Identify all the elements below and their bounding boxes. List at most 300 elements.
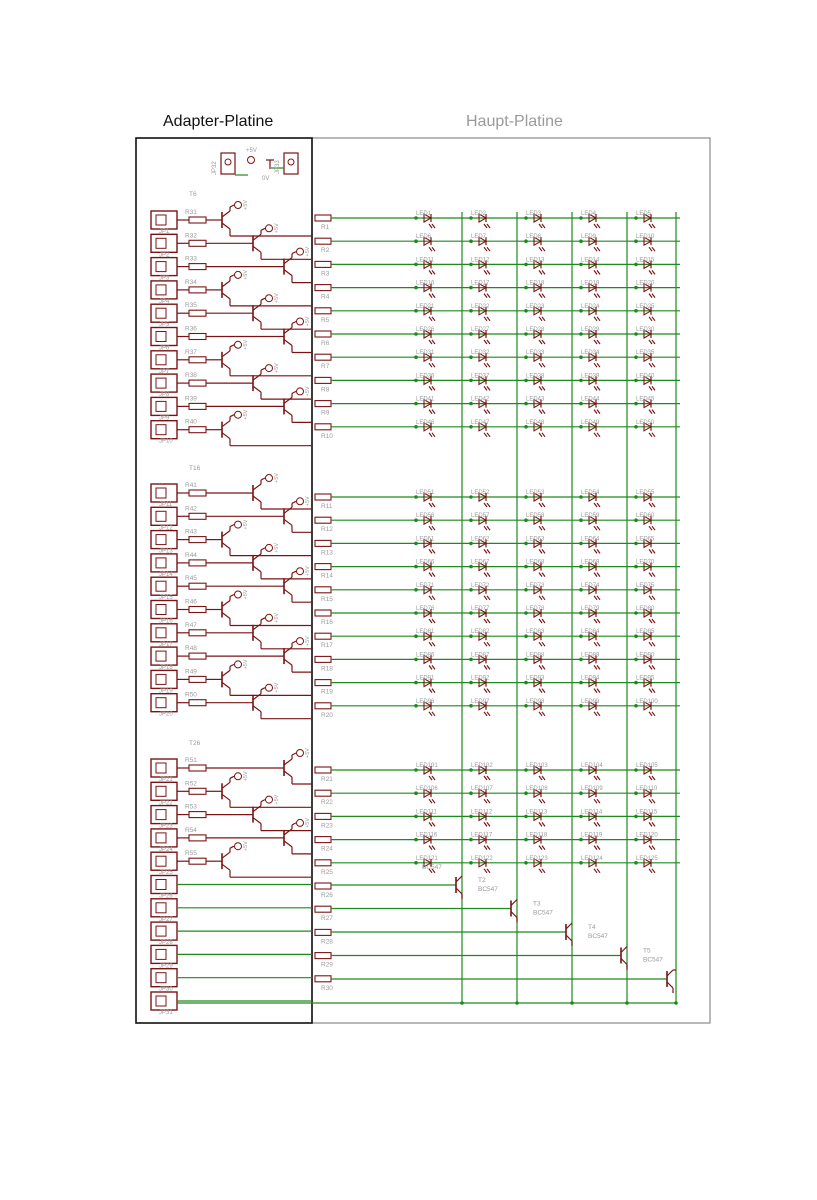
led-arrow — [484, 665, 487, 669]
led-label: LED91 — [416, 675, 435, 682]
led-arrow — [429, 270, 432, 274]
resistor-r38 — [189, 380, 206, 386]
resistor-label: R54 — [185, 826, 197, 834]
wire — [230, 205, 234, 207]
supply-pin-icon — [235, 411, 242, 418]
led-arrow — [484, 619, 487, 623]
led-label: LED27 — [471, 327, 490, 333]
led-label: LED42 — [471, 396, 490, 403]
resistor-label: R50 — [185, 691, 197, 699]
resistor-label: R26 — [321, 892, 333, 899]
resistor-label: R47 — [185, 621, 197, 629]
led-label: LED55 — [636, 490, 655, 496]
led-arrow — [542, 596, 545, 600]
wire — [292, 823, 296, 825]
pin-icon — [156, 786, 166, 796]
led-arrow — [539, 846, 542, 850]
resistor-label: R16 — [321, 619, 333, 626]
led-label: LED109 — [581, 786, 603, 793]
resistor-r53 — [189, 812, 206, 818]
led-arrow — [542, 410, 545, 414]
connector-label: JP14 — [159, 571, 173, 578]
led-label: LED36 — [416, 373, 435, 380]
junction-dot — [625, 1001, 629, 1005]
led-arrow — [652, 712, 655, 716]
resistor-label: R12 — [321, 526, 333, 534]
led-label: LED76 — [416, 606, 435, 612]
led-arrow — [649, 410, 652, 414]
led-arrow — [484, 433, 487, 437]
plus5v-label: +5V — [274, 542, 280, 553]
resistor-r24 — [315, 837, 331, 843]
led-arrow — [542, 689, 545, 693]
led-label: LED99 — [581, 698, 600, 705]
led-label: LED100 — [636, 698, 658, 705]
resistor-label: R17 — [321, 642, 333, 650]
led-arrow — [432, 503, 435, 507]
led-label: LED69 — [581, 559, 600, 566]
wire — [230, 345, 234, 347]
pin-icon — [156, 903, 166, 913]
led-arrow — [484, 596, 487, 600]
led-arrow — [429, 503, 432, 507]
led-arrow — [487, 822, 490, 826]
led-arrow — [652, 776, 655, 780]
wire — [230, 846, 234, 848]
resistor-r12 — [315, 517, 331, 523]
led-label: LED33 — [526, 350, 545, 357]
led-arrow — [542, 822, 545, 826]
led-arrow — [432, 596, 435, 600]
supply-pin-icon — [266, 684, 273, 691]
wire — [292, 571, 296, 573]
led-label: LED59 — [581, 513, 600, 520]
transistor-lead — [284, 340, 292, 346]
pin-icon — [156, 425, 166, 435]
main-board-title: Haupt-Platine — [466, 113, 563, 130]
resistor-r20 — [315, 703, 331, 709]
led-arrow — [652, 799, 655, 803]
pin-icon — [225, 159, 231, 165]
resistor-r16 — [315, 610, 331, 616]
resistor-r3 — [315, 261, 331, 267]
led-arrow — [542, 503, 545, 507]
supply-pin-icon — [266, 475, 273, 482]
led-arrow — [542, 433, 545, 437]
led-arrow — [487, 712, 490, 716]
led-arrow — [649, 526, 652, 530]
led-arrow — [432, 549, 435, 553]
led-label: LED10 — [636, 234, 655, 241]
connector-label: JP8 — [159, 392, 170, 399]
connector-jp30 — [151, 969, 177, 987]
led-arrow — [539, 869, 542, 873]
led-label: LED60 — [636, 513, 655, 520]
led-arrow — [429, 665, 432, 669]
led-arrow — [429, 596, 432, 600]
plus5v-label: +5V — [243, 200, 249, 210]
led-arrow — [649, 386, 652, 390]
led-arrow — [484, 822, 487, 826]
driver-group-label: T26 — [189, 740, 201, 747]
led-label: LED93 — [526, 675, 545, 682]
led-arrow — [429, 846, 432, 850]
led-arrow — [652, 665, 655, 669]
led-label: LED123 — [526, 855, 548, 862]
led-label: LED89 — [581, 652, 600, 659]
supply-pin-icon — [297, 638, 304, 645]
pin-icon — [156, 833, 166, 843]
led-label: LED108 — [526, 786, 548, 793]
supply-pin-icon — [266, 796, 273, 803]
resistor-r50 — [189, 700, 206, 706]
transistor-lead — [253, 386, 261, 392]
resistor-label: R39 — [185, 395, 197, 403]
pin-icon — [156, 332, 166, 342]
led-arrow — [652, 247, 655, 251]
led-arrow — [539, 642, 542, 646]
led-label: LED104 — [581, 763, 603, 769]
resistor-label: R45 — [185, 575, 197, 583]
led-label: LED63 — [526, 536, 545, 543]
led-label: LED58 — [526, 513, 545, 520]
led-label: LED101 — [416, 763, 438, 769]
led-arrow — [484, 386, 487, 390]
led-label: LED73 — [526, 582, 545, 589]
led-label: LED79 — [581, 606, 600, 612]
led-label: LED7 — [471, 234, 487, 241]
led-arrow — [594, 247, 597, 251]
transistor-lead — [621, 959, 627, 965]
resistor-r36 — [189, 334, 206, 340]
wire — [292, 753, 296, 755]
led-arrow — [429, 340, 432, 344]
resistor-r47 — [189, 630, 206, 636]
transistor-lead — [253, 316, 261, 322]
led-arrow — [597, 247, 600, 251]
led-label: LED94 — [581, 675, 600, 682]
pin-icon — [156, 880, 166, 890]
led-arrow — [652, 386, 655, 390]
resistor-r49 — [189, 676, 206, 682]
power-connector-jp33 — [284, 153, 298, 174]
wire — [230, 595, 234, 597]
led-arrow — [429, 689, 432, 693]
led-label: LED117 — [471, 832, 493, 839]
supply-pin-icon — [297, 248, 304, 255]
led-label: LED102 — [471, 763, 493, 769]
plus5v-label: +5V — [243, 841, 249, 852]
resistor-r54 — [189, 835, 206, 841]
led-arrow — [432, 224, 435, 228]
led-arrow — [649, 294, 652, 298]
transistor-lead — [222, 543, 230, 549]
led-label: LED71 — [416, 582, 435, 589]
pin-icon — [156, 285, 166, 295]
led-arrow — [649, 869, 652, 873]
led-label: LED70 — [636, 559, 655, 566]
led-arrow — [429, 573, 432, 577]
led-arrow — [539, 619, 542, 623]
resistor-r30 — [315, 976, 331, 982]
pin-icon — [156, 763, 166, 773]
connector-jp7 — [151, 351, 177, 369]
led-label: LED74 — [581, 582, 600, 589]
pin-icon — [156, 605, 166, 615]
led-arrow — [432, 619, 435, 623]
resistor-r51 — [189, 765, 206, 771]
led-label: LED88 — [526, 652, 545, 659]
led-arrow — [597, 619, 600, 623]
supply-pin-icon — [235, 521, 242, 528]
transistor-lead — [253, 234, 261, 240]
led-arrow — [487, 363, 490, 367]
led-arrow — [597, 712, 600, 716]
led-arrow — [594, 799, 597, 803]
led-arrow — [539, 822, 542, 826]
led-arrow — [539, 776, 542, 780]
led-arrow — [432, 573, 435, 577]
led-arrow — [594, 363, 597, 367]
led-label: LED80 — [636, 606, 655, 612]
resistor-r17 — [315, 633, 331, 639]
led-arrow — [649, 596, 652, 600]
led-arrow — [652, 410, 655, 414]
wire — [292, 641, 296, 643]
led-arrow — [594, 642, 597, 646]
led-label: LED47 — [471, 419, 490, 426]
led-label: LED72 — [471, 582, 490, 589]
led-label: LED103 — [526, 763, 548, 769]
transistor-lead — [253, 566, 261, 572]
pin-icon — [156, 674, 166, 684]
led-arrow — [484, 503, 487, 507]
led-label: LED77 — [471, 606, 490, 612]
led-arrow — [432, 363, 435, 367]
led-label: LED46 — [416, 419, 435, 426]
led-arrow — [594, 270, 597, 274]
led-arrow — [652, 526, 655, 530]
plus5v-label: +5V — [243, 339, 249, 350]
transistor-lead — [222, 613, 230, 619]
led-arrow — [429, 363, 432, 367]
led-arrow — [594, 665, 597, 669]
connector-label: JP24 — [159, 846, 173, 853]
led-arrow — [597, 294, 600, 298]
led-arrow — [429, 247, 432, 251]
connector-label: JP7 — [159, 368, 170, 375]
led-arrow — [484, 317, 487, 321]
led-arrow — [484, 712, 487, 716]
resistor-label: R1 — [321, 224, 330, 231]
transistor-lead — [222, 293, 230, 299]
led-arrow — [594, 822, 597, 826]
connector-label: JP12 — [159, 525, 173, 532]
resistor-label: R5 — [321, 316, 330, 324]
supply-pin-icon — [266, 365, 273, 372]
transistor-lead — [253, 554, 261, 560]
transistor-lead — [566, 923, 572, 929]
wire — [230, 275, 234, 277]
led-label: LED86 — [416, 652, 435, 659]
connector-label: JP4 — [159, 298, 170, 305]
connector-label: JP2 — [159, 252, 170, 259]
led-label: LED87 — [471, 652, 490, 659]
transistor-lead — [456, 888, 462, 894]
connector-jp2 — [151, 234, 177, 252]
led-label: LED44 — [581, 396, 600, 403]
resistor-label: R30 — [321, 984, 333, 992]
led-arrow — [594, 712, 597, 716]
led-label: LED122 — [471, 855, 493, 862]
led-arrow — [484, 549, 487, 553]
resistor-label: R3 — [321, 270, 330, 278]
led-arrow — [484, 642, 487, 646]
led-arrow — [542, 869, 545, 873]
resistor-label: R14 — [321, 572, 333, 580]
transistor-lead — [222, 351, 230, 357]
transistor-lead — [284, 519, 292, 525]
connector-label: JP29 — [159, 963, 173, 970]
connector-label: JP1 — [159, 229, 170, 235]
transistor-lead — [222, 864, 230, 870]
transistor-type-label: BC547 — [478, 886, 498, 893]
led-arrow — [539, 270, 542, 274]
connector-jp24 — [151, 829, 177, 847]
transistor-lead — [667, 970, 673, 976]
connector-label: JP28 — [159, 940, 173, 947]
wire — [292, 252, 296, 254]
led-arrow — [649, 665, 652, 669]
transistor-lead — [222, 852, 230, 858]
led-arrow — [429, 712, 432, 716]
led-arrow — [542, 340, 545, 344]
led-label: LED75 — [636, 582, 655, 589]
resistor-r22 — [315, 790, 331, 796]
led-arrow — [597, 846, 600, 850]
wire — [292, 501, 296, 503]
led-arrow — [594, 224, 597, 228]
transistor-lead — [253, 706, 261, 712]
led-arrow — [597, 822, 600, 826]
led-arrow — [649, 712, 652, 716]
wire — [261, 228, 265, 230]
driver-group-label: T16 — [189, 465, 201, 472]
junction-dot — [515, 1001, 519, 1005]
resistor-r52 — [189, 788, 206, 794]
resistor-r41 — [189, 490, 206, 496]
resistor-label: R52 — [185, 780, 197, 788]
led-label: LED41 — [416, 396, 435, 403]
led-arrow — [487, 247, 490, 251]
led-label: LED45 — [636, 396, 655, 403]
led-arrow — [649, 270, 652, 274]
jp32-label: JP32 — [212, 161, 218, 175]
transistor-type-label: BC547 — [588, 933, 608, 940]
resistor-r44 — [189, 560, 206, 566]
led-label: LED115 — [636, 809, 658, 816]
connector-jp15 — [151, 577, 177, 595]
transistor-lead — [284, 647, 292, 653]
transistor-lead — [511, 900, 517, 906]
led-arrow — [539, 549, 542, 553]
adapter-board-title: Adapter-Platine — [163, 113, 274, 130]
resistor-label: R24 — [321, 845, 333, 853]
connector-label: JP19 — [159, 688, 173, 695]
led-arrow — [594, 317, 597, 321]
connector-label: JP25 — [159, 870, 173, 877]
led-arrow — [429, 317, 432, 321]
supply-pin-icon — [297, 750, 304, 757]
connector-label: JP31 — [159, 1010, 173, 1016]
led-label: LED90 — [636, 652, 655, 659]
led-arrow — [484, 224, 487, 228]
supply-pin-icon — [266, 544, 273, 551]
led-label: LED11 — [416, 257, 434, 264]
led-arrow — [432, 642, 435, 646]
led-arrow — [594, 503, 597, 507]
led-label: LED78 — [526, 606, 545, 612]
plus5v-label: +5V — [243, 519, 249, 530]
led-arrow — [597, 549, 600, 553]
led-arrow — [539, 294, 542, 298]
led-label: LED53 — [526, 490, 545, 496]
resistor-r18 — [315, 656, 331, 662]
led-arrow — [597, 642, 600, 646]
resistor-r14 — [315, 564, 331, 570]
resistor-label: R18 — [321, 665, 333, 673]
led-arrow — [429, 776, 432, 780]
led-arrow — [597, 526, 600, 530]
pin-icon — [156, 488, 166, 498]
resistor-r33 — [189, 264, 206, 270]
led-arrow — [652, 549, 655, 553]
led-label: LED26 — [416, 327, 435, 333]
led-arrow — [484, 689, 487, 693]
connector-jp19 — [151, 670, 177, 688]
connector-label: JP3 — [159, 275, 170, 282]
led-arrow — [652, 270, 655, 274]
connector-jp16 — [151, 601, 177, 619]
transistor-lead — [284, 328, 292, 334]
led-arrow — [649, 363, 652, 367]
resistor-label: R48 — [185, 645, 197, 653]
led-arrow — [487, 642, 490, 646]
pin-icon — [156, 535, 166, 545]
connector-jp8 — [151, 374, 177, 392]
led-arrow — [542, 294, 545, 298]
led-arrow — [432, 270, 435, 274]
transistor-lead — [456, 876, 462, 882]
led-label: LED82 — [471, 629, 490, 636]
led-label: LED8 — [526, 234, 542, 241]
led-arrow — [594, 433, 597, 437]
led-arrow — [597, 363, 600, 367]
supply-pin-icon — [235, 843, 242, 850]
led-label: LED38 — [526, 373, 545, 380]
supply-pin-icon — [297, 568, 304, 575]
led-arrow — [429, 294, 432, 298]
connector-jp6 — [151, 328, 177, 346]
led-arrow — [432, 799, 435, 803]
led-label: LED81 — [416, 629, 435, 636]
pin-icon — [156, 810, 166, 820]
resistor-r25 — [315, 860, 331, 866]
led-arrow — [652, 689, 655, 693]
pin-icon — [156, 215, 166, 225]
led-label: LED20 — [636, 280, 655, 287]
led-arrow — [652, 619, 655, 623]
